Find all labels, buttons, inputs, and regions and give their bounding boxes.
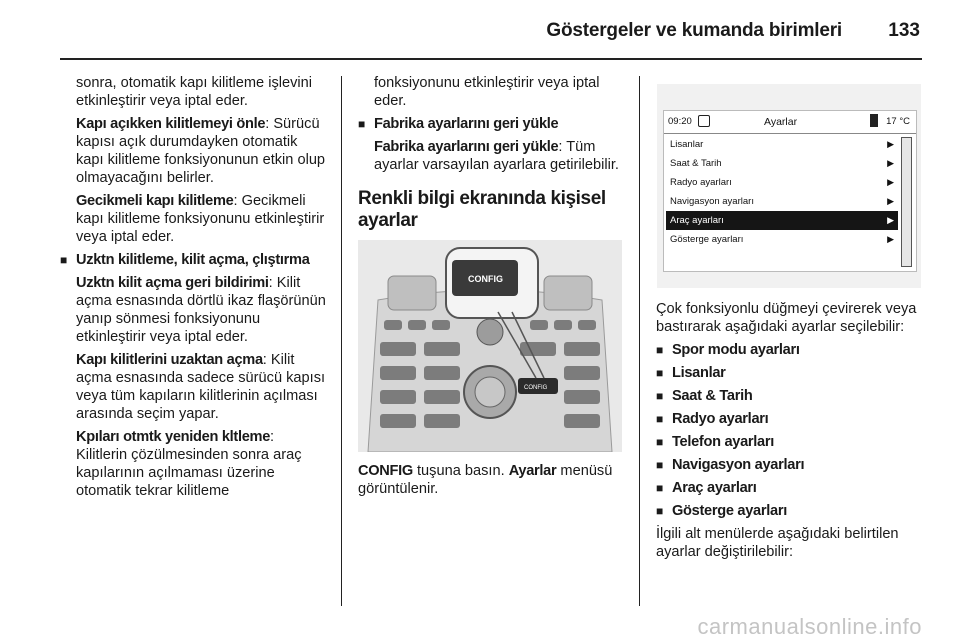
- chevron-right-icon: ▶: [887, 177, 894, 187]
- control-panel-illustration: [358, 240, 622, 452]
- screen-scrollbar[interactable]: [901, 137, 912, 267]
- screen-menu-item-selected[interactable]: Araç ayarları ▶: [666, 211, 898, 230]
- entry-term: Uzktn kilit açma geri bildirimi: [76, 275, 269, 291]
- paragraph: sonra, otomatik kapı kilitleme işlevini etkinleştirir veya iptal eder.: [76, 75, 313, 109]
- definition-entry: [76, 274, 328, 346]
- definition-entry: [76, 351, 328, 423]
- paragraph: İlgili alt menülerde aşağıdaki belirtilen ayarlar değiştirilebilir:: [656, 526, 899, 560]
- bullet-item: ■ Lisanlar: [656, 365, 726, 381]
- bullet-item: ■ Radyo ayarları: [656, 411, 769, 427]
- text-column-3: [656, 300, 924, 566]
- bullet-text: Fabrika ayarlarını geri yükle: [374, 116, 559, 132]
- bullet-square-icon: ■: [656, 366, 663, 380]
- thermometer-icon: [870, 114, 878, 127]
- entry-text: : Kilitlerin çözülmesinden sonra araç kapılarının açılmaması üzerine otomatik tekrar kilitleme: [76, 429, 302, 499]
- caption-term: CONFIG: [358, 463, 413, 479]
- config-button-label: CONFIG: [524, 385, 548, 391]
- chevron-right-icon: ▶: [887, 139, 894, 149]
- bullet-square-icon: ■: [656, 504, 663, 518]
- screen-time: 09:20: [668, 116, 692, 127]
- entry-text: : Tüm ayarlar varsayılan ayarlara getirilebilir.: [374, 139, 619, 173]
- screen-menu-item[interactable]: Saat & Tarih ▶: [666, 154, 898, 173]
- config-button-label: CONFIG: [468, 274, 503, 284]
- entry-text: : Sürücü kapısı açık durumdayken otomatik kapı kilitleme fonksiyonunun etkin olup olmayacağını belirler.: [76, 116, 326, 186]
- settings-bullet-list: [656, 341, 924, 520]
- entry-term: Kapı kilitlerini uzaktan açma: [76, 352, 263, 368]
- bullet-item: ■ Telefon ayarları: [656, 434, 774, 450]
- bullet-square-icon: ■: [656, 389, 663, 403]
- chevron-right-icon: ▶: [887, 158, 894, 168]
- bullet-square-icon: ■: [656, 481, 663, 495]
- bullet-text: Uzktn kilitleme, kilit açma, çlıştırma: [76, 252, 310, 268]
- watermark: carmanualsonline.info: [697, 614, 922, 639]
- entry-text: : Kilit açma esnasında dörtlü ikaz flaşörünün yanıp sönmesi fonksiyonunu etkinleştirir veya iptal eder.: [76, 275, 326, 345]
- entry-term: Fabrika ayarlarını geri yükle: [374, 139, 559, 155]
- caption-term: Ayarlar: [508, 463, 557, 479]
- page-number: 133: [888, 20, 920, 41]
- paragraph: fonksiyonunu etkinleştirir veya iptal eder.: [374, 75, 600, 109]
- chevron-right-icon: ▶: [887, 234, 894, 244]
- photo-caption: [358, 462, 626, 498]
- caption-text: menüsü görüntülenir.: [358, 463, 613, 497]
- section-heading: Renkli bilgi ekranında kişisel ayarlar: [358, 188, 606, 231]
- screen-menu-item[interactable]: Lisanlar ▶: [666, 135, 898, 154]
- bullet-item: ■ Saat & Tarih: [656, 388, 753, 404]
- entry-text: : Kilit açma esnasında sadece sürücü kapısı veya tüm kapıların kilitlerinin açılması arasında seçim yapar.: [76, 352, 326, 422]
- definition-entry: [76, 192, 328, 246]
- bullet-square-icon: ■: [656, 412, 663, 426]
- definition-entry: [374, 138, 626, 174]
- caption-text: tuşuna basın.: [412, 463, 509, 479]
- bullet-item: ■ Araç ayarları: [656, 480, 757, 496]
- paragraph: Çok fonksiyonlu düğmeyi çevirerek veya bastırarak aşağıdaki ayarlar seçilebilir:: [656, 301, 917, 335]
- bullet-square-icon: ■: [60, 253, 67, 267]
- bullet-square-icon: ■: [656, 435, 663, 449]
- page-title: Göstergeler ve kumanda birimleri: [546, 20, 842, 41]
- screen-menu-item[interactable]: Gösterge ayarları ▶: [666, 230, 898, 249]
- bullet-item: ■ Spor modu ayarları: [656, 342, 800, 358]
- text-column-2: [358, 74, 626, 503]
- screen-temperature: 17 °C: [886, 116, 910, 127]
- header-divider: [60, 58, 922, 60]
- bullet-item: ■ Navigasyon ayarları: [656, 457, 805, 473]
- clock-icon: [698, 115, 710, 127]
- screen-status-bar: [664, 111, 916, 134]
- entry-term: Kpıları otmtk yeniden kltleme: [76, 429, 271, 445]
- page-header: [0, 0, 960, 62]
- control-panel-photo: [358, 240, 622, 452]
- entry-term: Gecikmeli kapı kilitleme: [76, 193, 234, 209]
- text-column-1: [60, 74, 328, 505]
- bullet-square-icon: ■: [656, 343, 663, 357]
- column-divider: [639, 76, 640, 606]
- column-divider: [341, 76, 342, 606]
- screen-menu-list: [666, 135, 898, 249]
- screen-menu-item[interactable]: Navigasyon ayarları ▶: [666, 192, 898, 211]
- bullet-item: ■ Gösterge ayarları: [656, 503, 787, 519]
- settings-screen: [663, 110, 917, 272]
- bullet-item: [60, 251, 328, 269]
- bullet-square-icon: ■: [358, 117, 365, 131]
- bullet-item: [358, 115, 626, 133]
- entry-text: : Gecikmeli kapı kilitleme fonksiyonunu etkinleştirir veya iptal eder.: [76, 193, 325, 245]
- chevron-right-icon: ▶: [887, 215, 894, 225]
- settings-screen-figure: [657, 84, 921, 288]
- definition-entry: [76, 428, 328, 500]
- entry-term: Kapı açıkken kilitlemeyi önle: [76, 116, 266, 132]
- screen-menu-item[interactable]: Radyo ayarları ▶: [666, 173, 898, 192]
- screen-title: Ayarlar: [764, 116, 798, 128]
- definition-entry: [76, 115, 328, 187]
- chevron-right-icon: ▶: [887, 196, 894, 206]
- bullet-square-icon: ■: [656, 458, 663, 472]
